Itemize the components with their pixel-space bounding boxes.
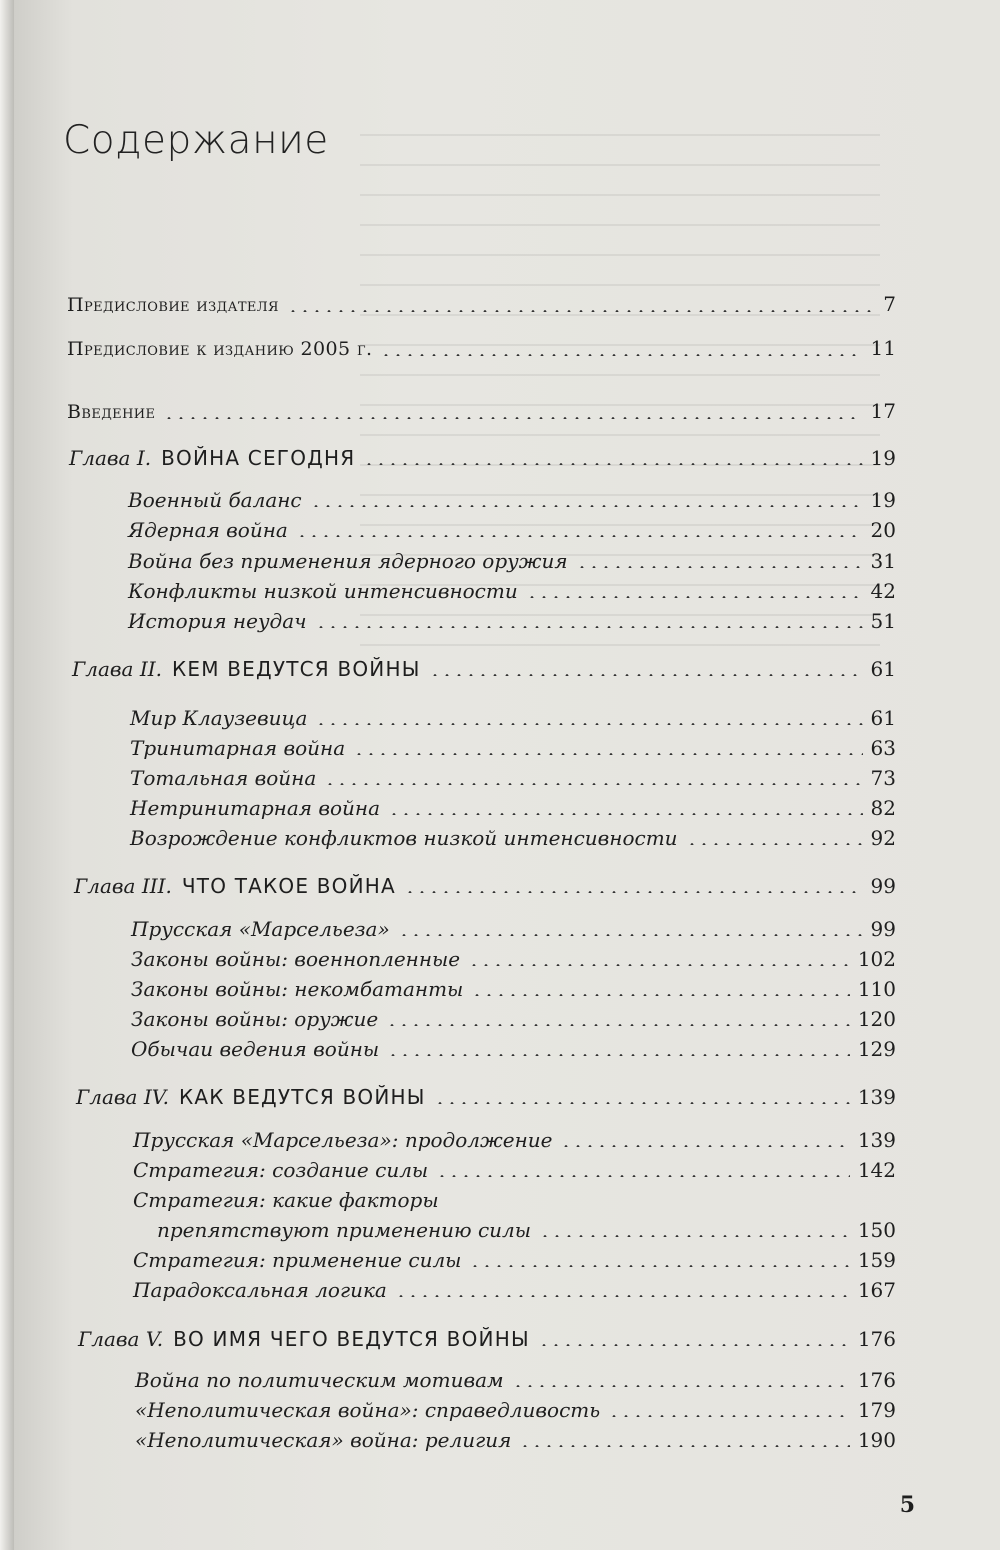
dot-leader [429, 674, 863, 676]
section-title: Возрождение конфликтов низкой интенсивности [130, 826, 678, 850]
section-title: Нетринитарная война [130, 796, 381, 820]
dot-leader [163, 417, 862, 419]
toc-chapter-4[interactable] [76, 1083, 896, 1111]
chapter-name: ВОЙНА СЕГОДНЯ [161, 446, 356, 470]
toc-entry-preface-2005[interactable] [67, 334, 896, 363]
dot-leader [395, 1295, 850, 1297]
dot-leader [471, 994, 849, 996]
toc-section[interactable] [131, 975, 896, 1003]
dot-leader [560, 1145, 849, 1147]
toc-section-line1[interactable] [133, 1186, 896, 1214]
section-page: 120 [857, 1007, 896, 1031]
dot-leader [315, 723, 862, 725]
section-page: 51 [870, 609, 896, 633]
toc-section[interactable] [133, 1156, 896, 1184]
section-title: Ядерная война [128, 518, 288, 542]
chapter-label: Глава III. [74, 874, 172, 898]
entry-title: Введение [67, 401, 156, 423]
chapter-page: 19 [870, 446, 896, 470]
toc-section[interactable] [128, 547, 896, 575]
chapter-page: 176 [857, 1327, 896, 1351]
page-title: Содержание [63, 118, 329, 163]
section-title: Тотальная война [130, 766, 317, 790]
dot-leader [296, 535, 863, 537]
dot-leader [353, 753, 862, 755]
dot-leader [404, 891, 863, 893]
dot-leader [576, 566, 863, 568]
chapter-page: 139 [857, 1085, 896, 1109]
toc-section[interactable] [130, 734, 896, 762]
page-number: 5 [899, 1492, 915, 1518]
dot-leader [686, 843, 863, 845]
dot-leader [386, 1024, 850, 1026]
dot-leader [519, 1445, 849, 1447]
toc-chapter-3[interactable] [74, 872, 896, 900]
dot-leader [363, 463, 862, 465]
toc-chapter-2[interactable] [72, 655, 896, 683]
toc-section[interactable] [128, 577, 896, 605]
toc-section[interactable] [131, 915, 896, 943]
section-title: Стратегия: создание силы [133, 1158, 429, 1182]
section-page: 150 [857, 1218, 896, 1242]
toc-section[interactable] [128, 607, 896, 635]
dot-leader [287, 310, 875, 312]
toc-section[interactable] [135, 1396, 896, 1424]
dot-leader [469, 1265, 849, 1267]
dot-leader [388, 813, 863, 815]
toc-section[interactable] [135, 1426, 896, 1454]
toc-section[interactable] [133, 1126, 896, 1154]
section-page: 19 [870, 488, 896, 512]
dot-leader [387, 1054, 850, 1056]
section-title: Тринитарная война [130, 736, 346, 760]
section-title: Стратегия: применение силы [133, 1248, 462, 1272]
section-page: 73 [870, 766, 896, 790]
section-title: «Неполитическая война»: справедливость [135, 1398, 601, 1422]
section-title: Стратегия: какие факторы [133, 1188, 439, 1212]
section-page: 167 [857, 1278, 896, 1302]
dot-leader [526, 596, 863, 598]
entry-page: 11 [870, 336, 896, 360]
section-page: 20 [870, 518, 896, 542]
section-title-continued: препятствуют применению силы [157, 1218, 532, 1242]
section-title: Законы войны: военнопленные [131, 947, 461, 971]
chapter-name: ВО ИМЯ ЧЕГО ВЕДУТСЯ ВОЙНЫ [173, 1327, 530, 1351]
section-title: История неудач [128, 609, 307, 633]
entry-title: Предисловие издателя [67, 294, 279, 316]
toc-section[interactable] [131, 1035, 896, 1063]
section-title: Законы войны: оружие [131, 1007, 379, 1031]
chapter-page: 61 [870, 657, 896, 681]
chapter-label: Глава IV. [76, 1085, 170, 1109]
toc-section[interactable] [130, 794, 896, 822]
section-title: Военный баланс [128, 488, 302, 512]
section-title: Парадоксальная логика [133, 1278, 387, 1302]
toc-section[interactable] [130, 764, 896, 792]
section-page: 110 [857, 977, 896, 1001]
section-page: 61 [870, 706, 896, 730]
section-page: 42 [870, 579, 896, 603]
toc-section[interactable] [128, 486, 896, 514]
toc-section[interactable] [133, 1276, 896, 1304]
section-title: «Неполитическая» война: религия [135, 1428, 512, 1452]
dot-leader [310, 505, 863, 507]
section-page: 31 [870, 549, 896, 573]
section-page: 82 [870, 796, 896, 820]
dot-leader [512, 1385, 850, 1387]
section-title: Законы войны: некомбатанты [131, 977, 464, 1001]
section-title: Конфликты низкой интенсивности [128, 579, 518, 603]
section-title: Прусская «Марсельеза» [131, 917, 390, 941]
dot-leader [538, 1344, 850, 1346]
dot-leader [436, 1175, 850, 1177]
toc-section-line2[interactable] [157, 1216, 896, 1244]
section-page: 142 [857, 1158, 896, 1182]
chapter-page: 99 [870, 874, 896, 898]
chapter-name: ЧТО ТАКОЕ ВОЙНА [181, 874, 396, 898]
section-title: Прусская «Марсельеза»: продолжение [133, 1128, 553, 1152]
entry-title: Предисловие к изданию 2005 г. [67, 338, 373, 360]
section-title: Мир Клаузевица [130, 706, 308, 730]
toc-entry-preface-publisher[interactable] [67, 290, 896, 319]
toc-entry-introduction[interactable] [67, 397, 896, 426]
chapter-label: Глава I. [69, 446, 152, 470]
page-left-edge [0, 0, 14, 1550]
dot-leader [380, 354, 862, 356]
toc-section[interactable] [128, 516, 896, 544]
dot-leader [398, 934, 863, 936]
toc-chapter-5[interactable] [78, 1325, 896, 1353]
toc-section[interactable] [131, 945, 896, 973]
chapter-label: Глава V. [78, 1327, 164, 1351]
entry-page: 17 [870, 399, 896, 423]
toc-section[interactable] [131, 1005, 896, 1033]
dot-leader [324, 783, 862, 785]
dot-leader [608, 1415, 850, 1417]
toc-section[interactable] [130, 824, 896, 852]
section-title: Война без применения ядерного оружия [128, 549, 568, 573]
dot-leader [315, 626, 863, 628]
entry-page: 7 [883, 292, 896, 316]
chapter-name: КАК ВЕДУТСЯ ВОЙНЫ [179, 1085, 426, 1109]
section-page: 176 [857, 1368, 896, 1392]
section-page: 179 [857, 1398, 896, 1422]
chapter-label: Глава II. [72, 657, 162, 681]
toc-section[interactable] [135, 1366, 896, 1394]
toc-section[interactable] [133, 1246, 896, 1274]
toc-chapter-1[interactable] [69, 444, 896, 472]
section-page: 159 [857, 1248, 896, 1272]
section-page: 139 [857, 1128, 896, 1152]
section-page: 102 [857, 947, 896, 971]
section-page: 129 [857, 1037, 896, 1061]
dot-leader [539, 1235, 850, 1237]
section-page: 92 [870, 826, 896, 850]
section-page: 190 [857, 1428, 896, 1452]
chapter-name: КЕМ ВЕДУТСЯ ВОЙНЫ [171, 657, 421, 681]
section-title: Война по политическим мотивам [135, 1368, 504, 1392]
section-page: 99 [870, 917, 896, 941]
dot-leader [434, 1102, 850, 1104]
section-title: Обычаи ведения войны [131, 1037, 380, 1061]
dot-leader [468, 964, 850, 966]
section-page: 63 [870, 736, 896, 760]
toc-section[interactable] [130, 704, 896, 732]
